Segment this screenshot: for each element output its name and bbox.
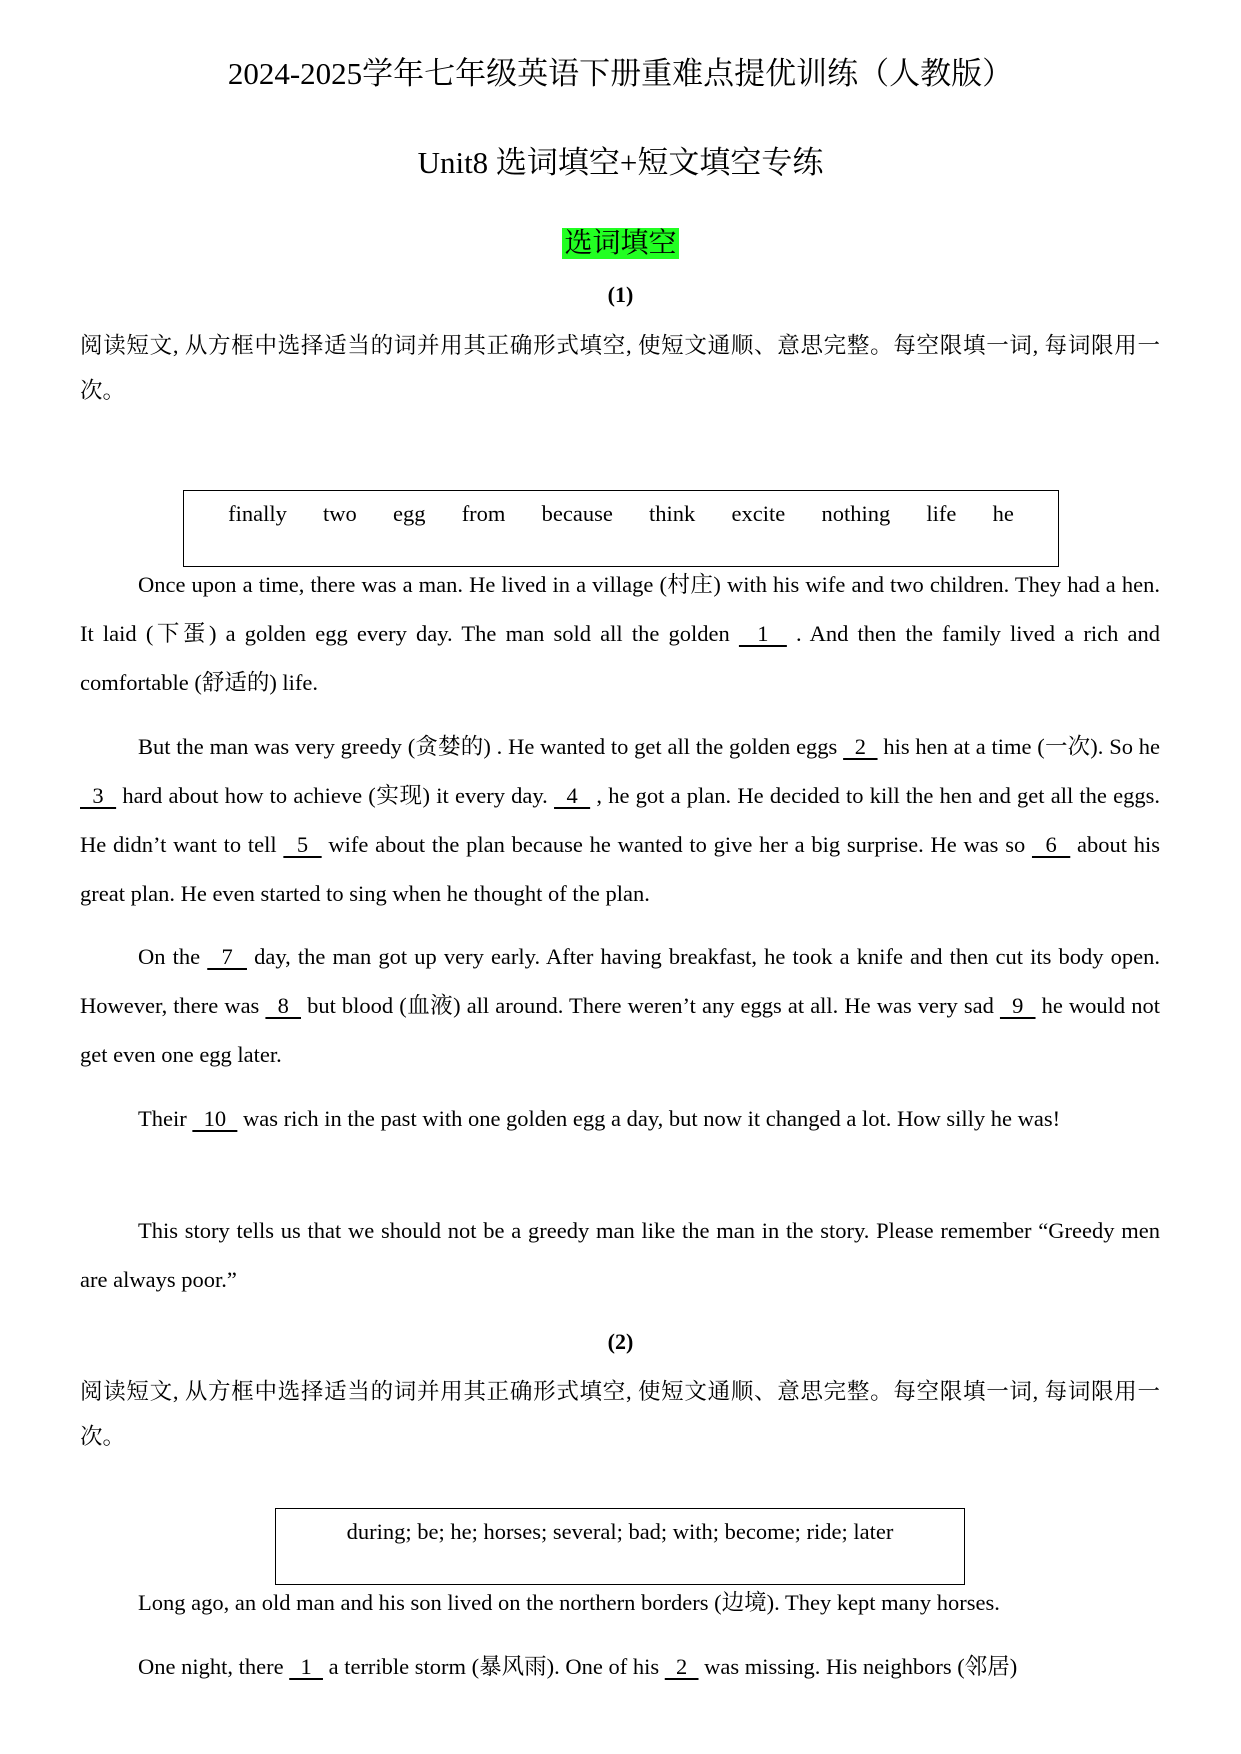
passage-1-paragraph-5: This story tells us that we should not be a greedy man like the man in the story. Please remember “Greedy men are always poor.” (80, 1218, 1160, 1292)
answer-blank[interactable]: 2 (664, 1654, 699, 1679)
answer-blank[interactable]: 8 (265, 993, 301, 1018)
text-run: One night, there (138, 1654, 290, 1679)
document-subtitle: Unit8 选词填空+短文填空专练 (417, 145, 824, 180)
word-bank-item: nothing (821, 501, 891, 526)
text-run: , he got a plan. He decided to kill the hen and get all the eggs. He didn’t want to tell (80, 783, 1161, 857)
passage-2-paragraph-1: Long ago, an old man and his son lived on the northern borders (边境). They kept many horses. (138, 1590, 1000, 1615)
text-run: was rich in the past with one golden egg a day, but now it changed a lot. How silly he was! (237, 1106, 1061, 1131)
passage-1-instructions: 阅读短文, 从方框中选择适当的词并用其正确形式填空, 使短文通顺、意思完整。每空限填一词, 每词限用一次。 (80, 333, 1160, 403)
word-bank-text: during; be; he; horses; several; bad; with; become; ride; later (346, 1519, 894, 1544)
answer-blank[interactable]: 5 (283, 832, 322, 857)
word-bank-item: life (926, 501, 957, 526)
passage-1-paragraph-3 (80, 932, 1160, 1079)
word-bank-item: he (992, 501, 1014, 526)
answer-blank[interactable]: 1 (738, 621, 787, 646)
text-run: wife about the plan because he wanted to give her a big surprise. He was so (321, 832, 1032, 857)
text-run: his hen at a time (一次). So he (877, 734, 1160, 759)
text-run: Their (138, 1106, 193, 1131)
document-title: 2024-2025学年七年级英语下册重难点提优训练（人教版） (227, 56, 1014, 91)
text-run: about his great plan. He even started to sing when he thought of the plan. (80, 832, 1161, 906)
answer-blank[interactable]: 10 (192, 1106, 238, 1131)
section-heading (0, 226, 1241, 262)
word-bank-item: two (323, 501, 357, 526)
text-run: he would not get even one egg later. (80, 993, 1161, 1067)
text-run: . And then the family lived a rich and comfortable (舒适的) life. (80, 621, 1160, 695)
text-run: was missing. His neighbors (邻居) (698, 1654, 1018, 1679)
word-bank-item: because (541, 501, 613, 526)
text-run: But the man was very greedy (贪婪的) . He wanted to get all the golden eggs (138, 734, 844, 759)
text-run: Once upon a time, there was a man. He lived in a village (村庄) with his wife and two children. They had a hen. It laid (下蛋) a golden egg every day. The man sold all the golden (80, 572, 1160, 646)
word-bank-item: egg (392, 501, 426, 526)
passage-2-label: (2) (607, 1329, 634, 1354)
word-bank-2 (275, 1508, 965, 1585)
answer-blank[interactable]: 1 (289, 1654, 323, 1679)
word-bank-item: excite (731, 501, 786, 526)
answer-blank[interactable]: 6 (1031, 832, 1071, 857)
word-bank-item: finally (228, 501, 287, 526)
answer-blank[interactable]: 9 (999, 993, 1036, 1018)
answer-blank[interactable]: 2 (843, 734, 878, 759)
word-bank-1 (183, 490, 1059, 567)
section-heading-text: 选词填空 (564, 228, 677, 259)
passage-1-paragraph-2 (80, 722, 1160, 918)
passage-2-instructions: 阅读短文, 从方框中选择适当的词并用其正确形式填空, 使短文通顺、意思完整。每空限填一词, 每词限用一次。 (80, 1379, 1160, 1449)
text-run: a terrible storm (暴风雨). One of his (322, 1654, 665, 1679)
passage-1-paragraph-1 (80, 560, 1160, 707)
passage-2-paragraph-2 (80, 1642, 1160, 1691)
passage-1-label: (1) (607, 282, 634, 307)
passage-1-paragraph-4 (80, 1094, 1160, 1143)
text-run: day, the man got up very early. After having breakfast, he took a knife and then cut its body open. However, there was (80, 944, 1160, 1018)
answer-blank[interactable]: 4 (554, 783, 591, 808)
text-run: hard about how to achieve (实现) it every day. (116, 783, 555, 808)
text-run: but blood (血液) all around. There weren’t any eggs at all. He was very sad (301, 993, 1000, 1018)
word-bank-item: think (649, 501, 696, 526)
text-run: On the (138, 944, 208, 969)
answer-blank[interactable]: 3 (80, 783, 117, 808)
word-bank-item: from (461, 501, 506, 526)
answer-blank[interactable]: 7 (207, 944, 247, 969)
